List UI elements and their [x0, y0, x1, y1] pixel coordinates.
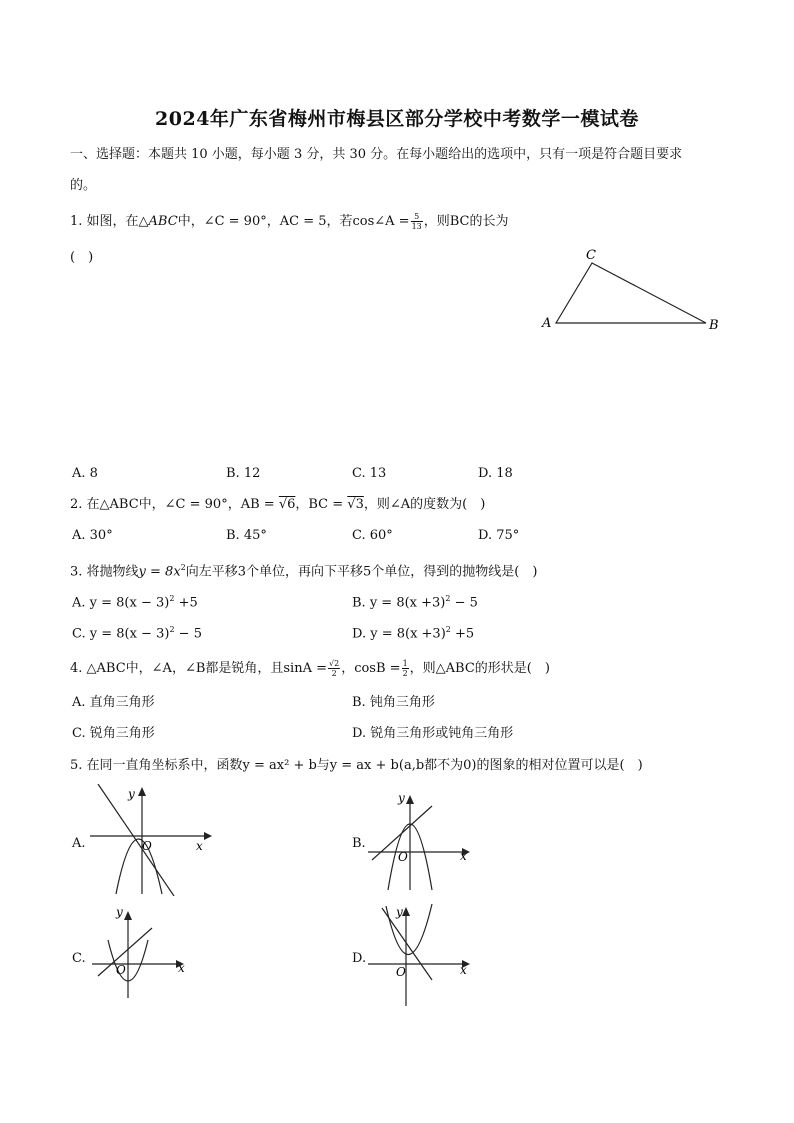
- q4-option-b[interactable]: B. 钝角三角形: [352, 695, 435, 710]
- q4-sin-num: √2: [329, 659, 340, 668]
- q2-text-b: ，BC =: [295, 497, 348, 512]
- q3-b-sup: 2: [445, 594, 451, 603]
- origin-label: O: [398, 850, 408, 864]
- y-axis-label: y: [398, 791, 405, 805]
- question-4-stem: [70, 659, 550, 678]
- q5-option-c-label[interactable]: C.: [72, 951, 86, 966]
- q3-option-a[interactable]: [72, 591, 198, 611]
- triangle-abc-shape: [556, 263, 706, 323]
- x-axis-label: x: [178, 961, 185, 975]
- q4-option-c[interactable]: C. 锐角三角形: [72, 726, 155, 741]
- q4-sin-den: 2: [331, 669, 337, 678]
- q3-equation: y = 8x: [138, 564, 181, 580]
- q3-text-b: 向左平移3个单位，再向下平移5个单位，得到的抛物线是( ): [185, 564, 538, 580]
- q5-option-a-graph[interactable]: [88, 784, 218, 896]
- q4-fraction-cos: [402, 659, 409, 678]
- q2-option-a[interactable]: A. 30°: [72, 528, 113, 543]
- q3-c-post: − 5: [174, 626, 202, 642]
- q3-option-b[interactable]: [352, 591, 478, 611]
- q1-option-c[interactable]: C. 13: [352, 466, 387, 481]
- question-3-stem: [70, 560, 537, 580]
- vertex-a-label: A: [542, 316, 552, 331]
- x-axis-label: x: [196, 839, 203, 853]
- q4-text-c: ，则△ABC的形状是( ): [409, 661, 550, 676]
- q3-c-pre: C. y = 8(x − 3): [72, 626, 170, 642]
- y-axis-label: y: [396, 905, 403, 919]
- q5-option-a-label[interactable]: A.: [72, 836, 86, 851]
- q1-option-b[interactable]: B. 12: [226, 466, 261, 481]
- origin-label: O: [142, 839, 152, 853]
- q4-fraction-sin: [328, 659, 340, 678]
- q1-triangle: △ABC: [138, 214, 178, 229]
- origin-label: O: [396, 965, 406, 979]
- q4-option-d[interactable]: D. 锐角三角形或钝角三角形: [352, 726, 514, 741]
- q3-d-post: +5: [450, 626, 475, 642]
- q2-root-6: √6: [278, 497, 296, 512]
- q3-option-d[interactable]: [352, 622, 474, 642]
- q4-option-a[interactable]: A. 直角三角形: [72, 695, 155, 710]
- page-title: 2024年广东省梅州市梅县区部分学校中考数学一模试卷: [155, 108, 639, 130]
- x-axis-label: x: [460, 849, 467, 863]
- q5-option-d-label[interactable]: D.: [352, 951, 367, 966]
- q1-fraction-num: 5: [411, 212, 423, 222]
- q3-equation-exp: 2: [180, 563, 186, 572]
- q3-b-pre: B. y = 8(x +3): [352, 595, 446, 611]
- q1-fraction: [411, 212, 423, 231]
- q3-d-sup: 2: [445, 625, 451, 634]
- q3-a-pre: A. y = 8(x − 3): [72, 595, 170, 611]
- straight-line: [382, 908, 432, 980]
- q1-tail: ，则BC的长为: [423, 214, 509, 229]
- q1-triangle-figure: [536, 244, 726, 340]
- vertex-c-label: C: [586, 248, 596, 263]
- q2-text-c: ，则∠A的度数为( ): [363, 497, 486, 512]
- q4-text-a: 4. △ABC中，∠A，∠B都是锐角，且sinA =: [70, 661, 328, 676]
- q3-c-sup: 2: [169, 625, 175, 634]
- origin-label: O: [116, 963, 126, 977]
- q3-option-c[interactable]: [72, 622, 202, 642]
- q3-d-pre: D. y = 8(x +3): [352, 626, 446, 642]
- q5-option-b-label[interactable]: B.: [352, 836, 366, 851]
- question-1-stem: [70, 212, 509, 231]
- q5-option-d-graph[interactable]: [366, 900, 478, 1008]
- q5-option-c-graph[interactable]: [90, 904, 198, 1000]
- q3-b-post: − 5: [450, 595, 478, 611]
- x-axis-label: x: [460, 963, 467, 977]
- y-axis-label: y: [128, 787, 135, 801]
- question-5-stem: 5. 在同一直角坐标系中，函数y = ax² + b与y = ax + b(a,b都不为0)的图象的相对位置可以是( ): [70, 758, 643, 773]
- section-heading-line2: 的。: [70, 178, 97, 193]
- q5-option-b-graph[interactable]: [366, 788, 478, 892]
- q2-text-a: 2. 在△ABC中，∠C = 90°，AB =: [70, 497, 279, 512]
- q1-answer-paren: ( ): [70, 250, 94, 265]
- q2-option-d[interactable]: D. 75°: [478, 528, 520, 543]
- q1-mid: 中，∠C = 90°，AC = 5，若cos∠A =: [177, 214, 410, 229]
- parabola-curve: [116, 839, 162, 894]
- q3-text-a: 3. 将抛物线: [70, 564, 139, 580]
- y-axis-label: y: [116, 905, 123, 919]
- q3-a-sup: 2: [169, 594, 175, 603]
- question-2-stem: [70, 497, 485, 513]
- q1-option-d[interactable]: D. 18: [478, 466, 513, 481]
- vertex-b-label: B: [709, 318, 719, 333]
- q2-root-3: √3: [347, 497, 364, 512]
- section-heading-line1: 一、选择题：本题共 10 小题，每小题 3 分，共 30 分。在每小题给出的选项中，只有一项是符合题目要求: [70, 147, 683, 162]
- q1-option-a[interactable]: A. 8: [72, 466, 98, 481]
- straight-line: [98, 784, 174, 896]
- q3-a-post: +5: [174, 595, 198, 611]
- q4-cos-num: 1: [402, 659, 408, 668]
- q4-text-b: ，cosB =: [341, 661, 401, 676]
- q2-option-b[interactable]: B. 45°: [226, 528, 267, 543]
- q4-cos-den: 2: [402, 669, 408, 678]
- q1-fraction-den: 13: [411, 222, 422, 231]
- q1-lead: 1. 如图，在: [70, 214, 139, 229]
- q2-option-c[interactable]: C. 60°: [352, 528, 393, 543]
